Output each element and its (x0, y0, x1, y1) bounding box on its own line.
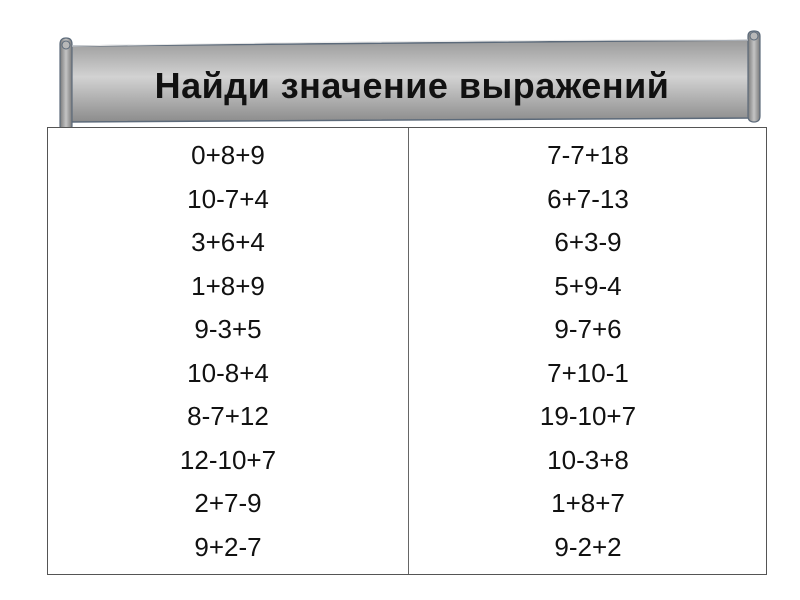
expression-cell: 3+6+4 (191, 227, 265, 257)
expression-cell: 10-7+4 (187, 183, 269, 214)
expression-cell: 19-10+7 (539, 401, 637, 431)
page-title: Найди значение выражений (154, 65, 670, 106)
expression-cell: 6+7-13 (547, 183, 629, 214)
title-scroll-banner (54, 30, 766, 132)
expression-cell: 6+3-9 (554, 227, 622, 257)
expression-cell: 10-8+4 (187, 357, 269, 388)
expressions-table (47, 127, 767, 575)
expression-cell: 9-3+5 (194, 314, 262, 344)
table-column-left (48, 134, 408, 569)
expression-cell: 0+8+9 (191, 140, 265, 170)
expression-cell: 9-7+6 (554, 314, 622, 344)
expression-cell: 2+7-9 (194, 488, 262, 518)
expression-cell: 1+8+7 (551, 488, 625, 518)
expression-cell: 8-7+12 (187, 401, 269, 431)
expression-cell: 1+8+9 (191, 270, 265, 301)
expression-cell: 7+10-1 (547, 357, 629, 388)
expression-cell: 5+9-4 (554, 270, 622, 301)
table-column-right (408, 134, 768, 569)
expression-cell: 9-2+2 (554, 531, 622, 562)
expression-cell: 10-3+8 (547, 444, 629, 475)
expression-cell: 9+2-7 (194, 531, 262, 562)
expression-cell: 12-10+7 (179, 444, 277, 475)
expression-cell: 7-7+18 (547, 140, 629, 170)
